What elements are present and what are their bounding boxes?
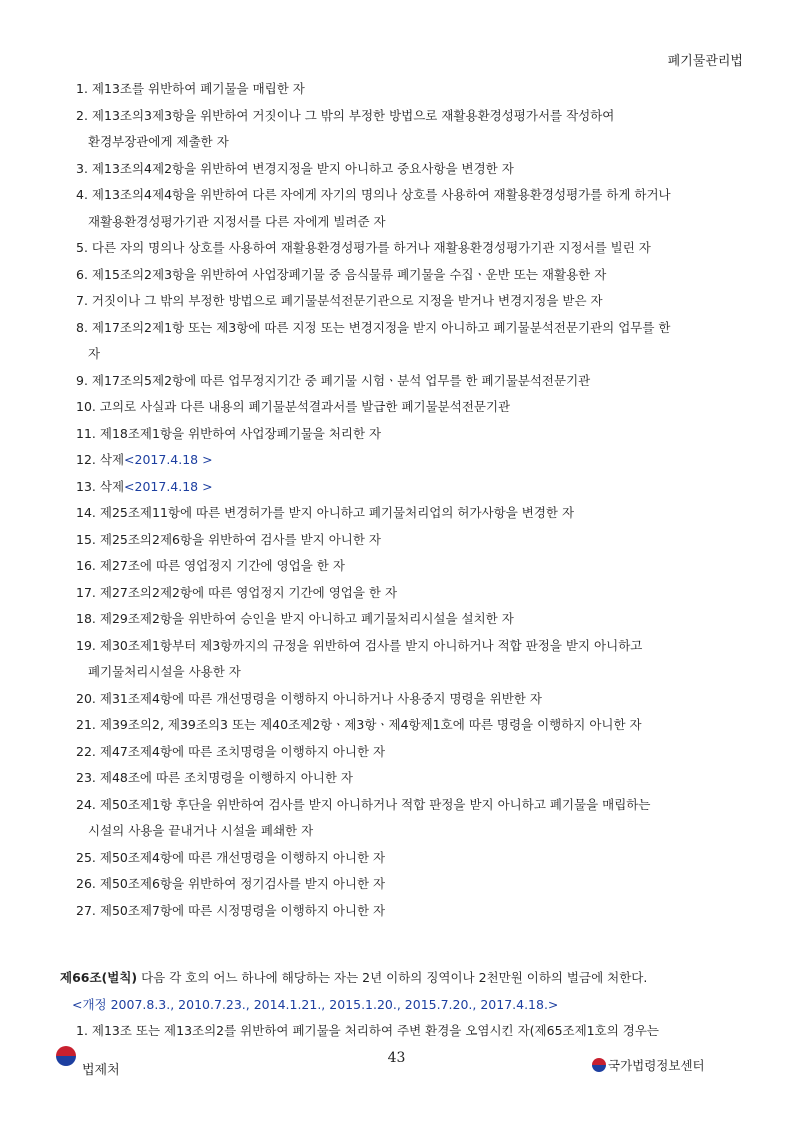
- page-number: 43: [387, 1050, 406, 1066]
- item-number: 5.: [76, 240, 88, 255]
- item-text: 제50조제1항 후단을 위반하여 검사를 받지 아니하거나 적합 판정을 받지 아니하고 폐기물을 매립하는: [99, 796, 651, 812]
- footer-right: [592, 1056, 705, 1074]
- list-item: [76, 368, 746, 395]
- item-number: 16.: [76, 558, 96, 573]
- list-item: [76, 421, 746, 448]
- article-66: [60, 965, 746, 1045]
- amendment-date: <2017.4.18 >: [124, 452, 213, 467]
- item-number: 25.: [76, 849, 96, 865]
- item-text: 제30조제1항부터 제3항까지의 규정을 위반하여 검사를 받지 아니하거나 적합 판정을 받지 아니하고: [99, 637, 643, 653]
- item-number: 17.: [76, 584, 96, 600]
- list-item: [76, 765, 746, 792]
- item-text: 제25조의2제6항을 위반하여 검사를 받지 아니한 자: [99, 531, 381, 547]
- item-number: 2.: [76, 107, 88, 123]
- list-item: [76, 156, 746, 183]
- item-text: 제13조를 위반하여 폐기물을 매립한 자: [91, 81, 305, 96]
- item-text: 삭제: [99, 478, 125, 494]
- item-number: 18.: [76, 611, 96, 626]
- item-number: 20.: [76, 690, 96, 706]
- item-number: 6.: [76, 266, 88, 282]
- list-item: [76, 500, 746, 527]
- item-text: 제39조의2, 제39조의3 또는 제40조제2항ㆍ제3항ㆍ제4항제1호에 따른 명령을 이행하지 아니한 자: [99, 717, 642, 732]
- item-text: 제50조제7항에 따른 시정명령을 이행하지 아니한 자: [99, 902, 386, 918]
- list-item: [76, 553, 746, 580]
- item-text: 제15조의2제3항을 위반하여 사업장폐기물 중 음식물류 폐기물을 수집ㆍ운반 또는 재활용한 자: [91, 266, 607, 282]
- item-text: 제27조에 따른 영업정지 기간에 영업을 한 자: [99, 558, 345, 573]
- list-item: [76, 871, 746, 898]
- item-text: 제25조제11항에 따른 변경허가를 받지 아니하고 폐기물처리업의 허가사항을 변경한 자: [99, 505, 575, 520]
- list-item: [76, 474, 746, 501]
- list-item: [76, 262, 746, 289]
- info-center-logo-icon: [592, 1058, 606, 1072]
- item-text: 제13조의4제4항을 위반하여 다른 자에게 자기의 명의나 상호를 사용하여 재활용환경성평가를 하게 하거나: [91, 187, 671, 202]
- item-text: 제17조의5제2항에 따른 업무정지기간 중 폐기물 시험ㆍ분석 업무를 한 폐기물분석전문기관: [91, 372, 591, 388]
- amendment-history: <개정 2007.8.3., 2010.7.23., 2014.1.21., 2015.1.20., 2015.7.20., 2017.4.18.>: [72, 996, 559, 1012]
- item-text-continued: 자: [88, 346, 101, 361]
- item-text: 제50조제4항에 따른 개선명령을 이행하지 아니한 자: [99, 849, 386, 865]
- list-item: [76, 235, 746, 262]
- list-item: [76, 712, 746, 739]
- item-number: 3.: [76, 160, 88, 176]
- item-text: 고의로 사실과 다른 내용의 폐기물분석결과서를 발급한 폐기물분석전문기관: [99, 399, 511, 414]
- law-title: 폐기물관리법: [667, 54, 743, 69]
- article-title: 제66조(벌칙): [60, 970, 138, 985]
- list-item: [76, 898, 746, 925]
- item-text-continued: 시설의 사용을 끝내거나 시설을 폐쇄한 자: [88, 823, 314, 838]
- item-text: 거짓이나 그 밖의 부정한 방법으로 폐기물분석전문기관으로 지정을 받거나 변경지정을 받은 자: [91, 293, 603, 308]
- item-text: 제29조제2항을 위반하여 승인을 받지 아니하고 폐기물처리시설을 설치한 자: [99, 611, 514, 626]
- item-number: 1.: [76, 81, 88, 96]
- item-number: 10.: [76, 399, 96, 414]
- item-text: 제17조의2제1항 또는 제3항에 따른 지정 또는 변경지정을 받지 아니하고 폐기물분석전문기관의 업무를 한: [91, 319, 671, 335]
- item-number: 26.: [76, 876, 96, 891]
- item-number: 4.: [76, 187, 88, 202]
- item-number: 15.: [76, 531, 96, 547]
- list-item: [76, 633, 746, 686]
- item-number: 19.: [76, 637, 96, 653]
- item-number: 22.: [76, 743, 96, 759]
- item-number: 27.: [76, 902, 96, 918]
- item-text: 제13조의4제2항을 위반하여 변경지정을 받지 아니하고 중요사항을 변경한 자: [91, 160, 514, 176]
- item-text: 삭제: [99, 452, 125, 467]
- item-number: 23.: [76, 770, 96, 785]
- item-text: 제18조제1항을 위반하여 사업장폐기물을 처리한 자: [99, 425, 382, 441]
- item-number: 8.: [76, 319, 88, 335]
- list-item: [76, 76, 746, 103]
- list-item: [76, 606, 746, 633]
- list-item: [76, 845, 746, 872]
- list-item: [76, 394, 746, 421]
- item-number: 12.: [76, 452, 96, 467]
- item-text: 제31조제4항에 따른 개선명령을 이행하지 아니하거나 사용중지 명령을 위반한 자: [99, 690, 542, 706]
- item-number: 11.: [76, 425, 96, 441]
- item-number: 7.: [76, 293, 88, 308]
- footer-right-label: 국가법령정보센터: [608, 1058, 705, 1073]
- list-item: [76, 686, 746, 713]
- list-item: [76, 580, 746, 607]
- item-list: [76, 76, 746, 924]
- article-body: 다음 각 호의 어느 하나에 해당하는 자는 2년 이하의 징역이나 2천만원 이하의 벌금에 처한다.: [137, 970, 648, 985]
- item-text: 제47조제4항에 따른 조치명령을 이행하지 아니한 자: [99, 743, 386, 759]
- item-text-continued: 폐기물처리시설을 사용한 자: [88, 664, 241, 679]
- list-item: [76, 288, 746, 315]
- item-number: 24.: [76, 796, 96, 812]
- footer-left-label: 법제처: [82, 1063, 120, 1078]
- list-item: [76, 103, 746, 156]
- list-item: [76, 739, 746, 766]
- item-text: 제27조의2제2항에 따른 영업정지 기간에 영업을 한 자: [99, 584, 398, 600]
- list-item: [76, 447, 746, 474]
- item-text-continued: 환경부장관에게 제출한 자: [88, 134, 229, 149]
- item-text-continued: 재활용환경성평가기관 지정서를 다른 자에게 빌려준 자: [88, 213, 386, 229]
- amendment-date: <2017.4.18 >: [124, 478, 213, 494]
- item-text: 제50조제6항을 위반하여 정기검사를 받지 아니한 자: [99, 876, 386, 891]
- item-number: 9.: [76, 372, 88, 388]
- article-item-1: 1. 제13조 또는 제13조의2를 위반하여 폐기물을 처리하여 주변 환경을 오염시킨 자(제65조제1호의 경우는: [76, 1023, 659, 1038]
- list-item: [76, 182, 746, 235]
- item-number: 21.: [76, 717, 96, 732]
- item-text: 제13조의3제3항을 위반하여 거짓이나 그 밖의 부정한 방법으로 재활용환경성평가서를 작성하여: [91, 107, 615, 123]
- item-text: 제48조에 따른 조치명령을 이행하지 아니한 자: [99, 770, 353, 785]
- item-text: 다른 자의 명의나 상호를 사용하여 재활용환경성평가를 하거나 재활용환경성평가기관 지정서를 빌린 자: [91, 240, 651, 255]
- item-number: 14.: [76, 505, 96, 520]
- list-item: [76, 315, 746, 368]
- list-item: [76, 527, 746, 554]
- item-number: 13.: [76, 478, 96, 494]
- list-item: [76, 792, 746, 845]
